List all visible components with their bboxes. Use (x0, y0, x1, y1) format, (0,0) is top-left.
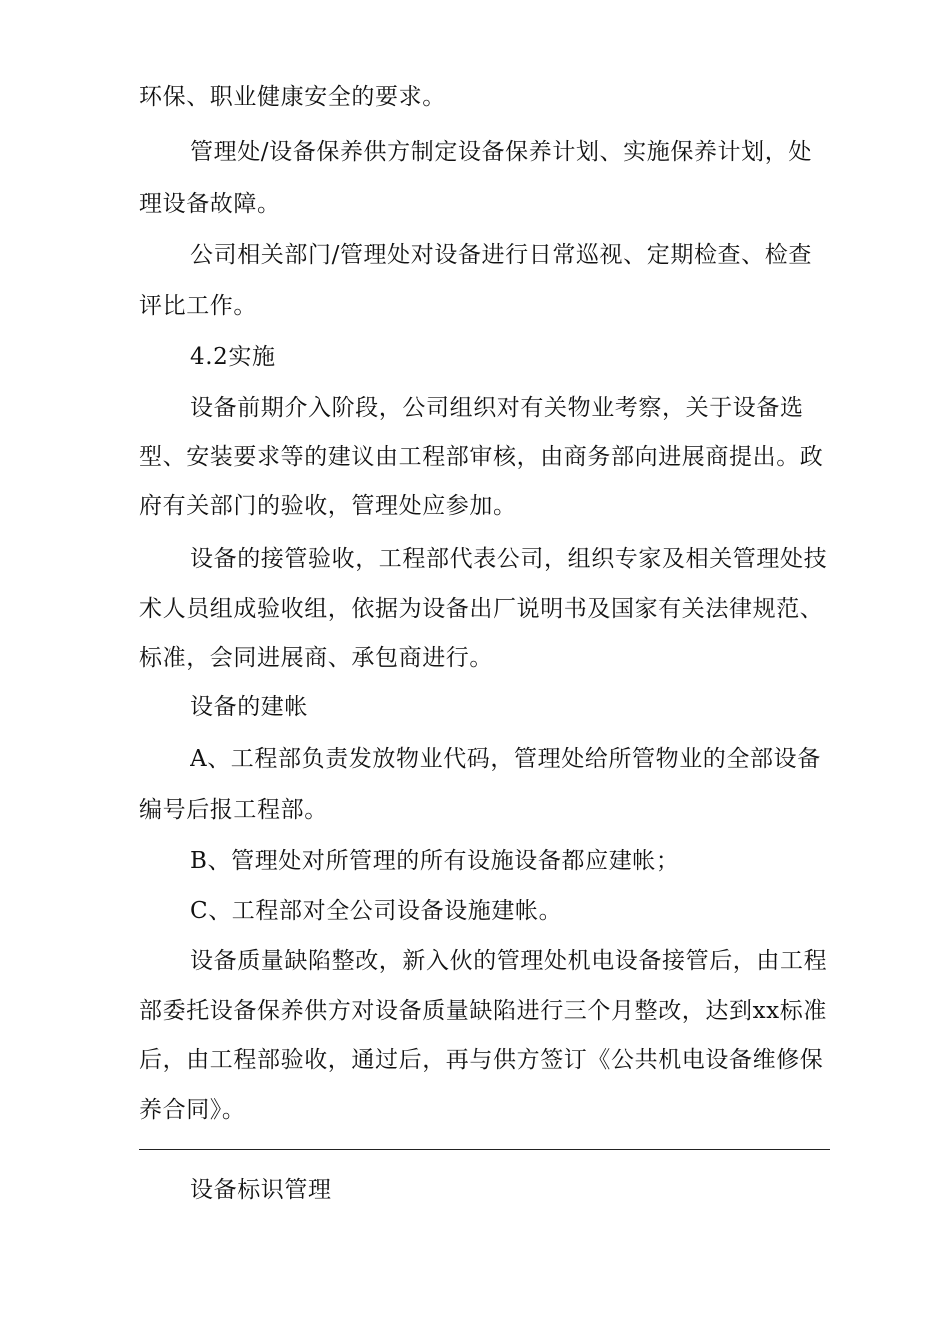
text-line: 部委托设备保养供方对设备质量缺陷进行三个月整改，达到xx标准 (139, 998, 827, 1024)
paragraph-line: 公司相关部门/管理处对设备进行日常巡视、定期检查、检查 (190, 242, 812, 268)
section-heading: 4.2实施 (190, 344, 276, 370)
text-line: 环保、职业健康安全的要求。 (139, 84, 446, 110)
paragraph-line: 设备的接管验收，工程部代表公司，组织专家及相关管理处技 (190, 546, 828, 572)
text-line: 术人员组成验收组，依据为设备出厂说明书及国家有关法律规范、 (139, 596, 824, 622)
text-line: 标准，会同进展商、承包商进行。 (139, 645, 493, 671)
horizontal-divider (139, 1149, 830, 1150)
text-line: 评比工作。 (139, 293, 257, 319)
paragraph-line: 管理处/设备保养供方制定设备保养计划、实施保养计划，处 (190, 139, 812, 165)
text-line: 后，由工程部验收，通过后，再与供方签订《公共机电设备维修保 (139, 1047, 824, 1073)
paragraph-line: 设备质量缺陷整改，新入伙的管理处机电设备接管后，由工程 (190, 948, 828, 974)
text-line: 型、安装要求等的建议由工程部审核，由商务部向进展商提出。政 (139, 444, 824, 470)
paragraph-line: 设备前期介入阶段，公司组织对有关物业考察，关于设备选 (190, 395, 804, 421)
text-line: 府有关部门的验收，管理处应参加。 (139, 493, 517, 519)
text-line: 编号后报工程部。 (139, 797, 328, 823)
list-item: C、工程部对全公司设备设施建帐。 (190, 898, 563, 924)
list-item: B、管理处对所管理的所有设施设备都应建帐； (190, 848, 680, 874)
section-heading: 设备的建帐 (190, 694, 308, 720)
section-heading: 设备标识管理 (190, 1177, 332, 1203)
list-item: A、工程部负责发放物业代码，管理处给所管物业的全部设备 (190, 746, 821, 772)
text-line: 养合同》。 (139, 1097, 246, 1123)
text-line: 理设备故障。 (139, 191, 281, 217)
